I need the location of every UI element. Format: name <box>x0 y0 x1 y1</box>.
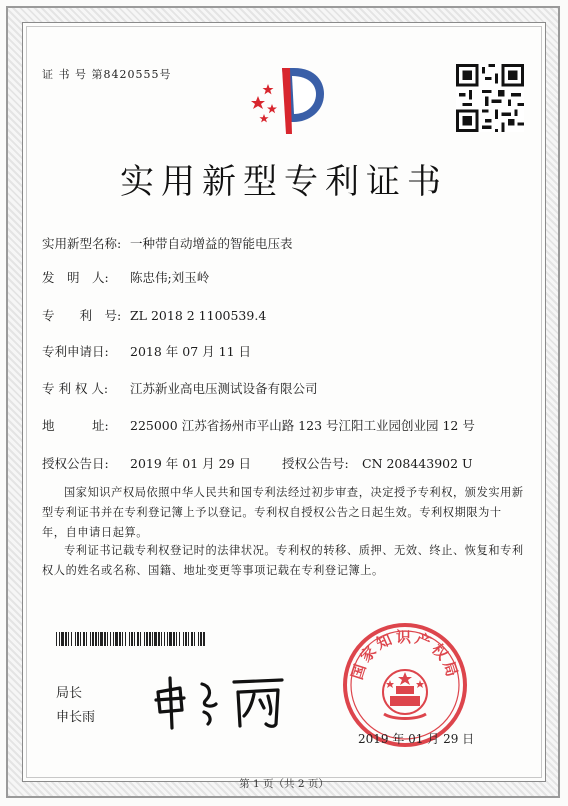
barcode-bar <box>161 632 162 646</box>
field-value: 2019 年 01 月 29 日 <box>130 456 251 471</box>
barcode-bar <box>77 632 79 646</box>
barcode-bar <box>59 632 60 646</box>
barcode-bar <box>183 632 184 646</box>
barcode-bar <box>167 632 168 646</box>
field-value: 2018 年 07 月 11 日 <box>130 344 251 359</box>
qr-code-icon <box>456 64 524 132</box>
field-label: 授权公告号: <box>282 456 349 471</box>
field-value: 一种带自动增益的智能电压表 <box>130 236 293 251</box>
barcode-bar <box>185 632 187 646</box>
field-label: 地 址: <box>42 418 109 433</box>
barcode-bar <box>104 632 106 646</box>
barcode-bar <box>164 632 165 646</box>
barcode-icon <box>56 632 206 646</box>
barcode-bar <box>113 632 114 646</box>
barcode-bar <box>83 632 85 646</box>
barcode-bar <box>173 632 175 646</box>
filing-date-row <box>42 342 251 360</box>
legal-status-paragraph: 专利证书记载专利权登记时的法律状况。专利权的转移、质押、无效、终止、恢复和专利权人的姓名或名称、国籍、地址变更等事项记载在专利登记簿上。 <box>42 544 524 577</box>
barcode-bar <box>92 632 94 646</box>
barcode-bar <box>188 632 189 646</box>
barcode-bar <box>115 632 118 646</box>
field-value: 陈忠伟;刘玉岭 <box>130 270 210 285</box>
field-label: 实用新型名称: <box>42 236 122 251</box>
barcode-bar <box>146 632 148 646</box>
barcode-bar <box>98 632 99 646</box>
grant-number-row <box>282 454 473 472</box>
inventor-row <box>42 268 209 286</box>
director-name: 申长雨 <box>56 710 96 725</box>
barcode-bar <box>80 632 81 646</box>
barcode-bar <box>191 632 193 646</box>
barcode-bar <box>158 632 160 646</box>
barcode-bar <box>110 632 111 646</box>
certificate-number: 证 书 号 第8420555号 <box>42 68 172 81</box>
barcode-bar <box>129 632 130 646</box>
barcode-bar <box>122 632 123 646</box>
barcode-bar <box>144 632 145 646</box>
barcode-bar <box>194 632 195 646</box>
address-row <box>42 416 475 434</box>
barcode-bar <box>131 632 133 646</box>
barcode-bar <box>125 632 126 646</box>
page-number: 第 1 页（共 2 页） <box>239 778 329 790</box>
director-title: 局长 <box>56 686 83 701</box>
field-label: 发 明 人: <box>42 270 109 285</box>
barcode-bar <box>203 632 205 646</box>
barcode-bar <box>154 632 157 646</box>
grant-date-row <box>42 454 251 472</box>
patentee-row <box>42 379 318 397</box>
field-label: 专利申请日: <box>42 344 109 359</box>
handwritten-signature-icon <box>150 664 290 734</box>
field-label: 专 利 号: <box>42 308 122 323</box>
field-value: CN 208443902 U <box>362 456 473 471</box>
barcode-bar <box>200 632 202 646</box>
barcode-bar <box>149 632 151 646</box>
field-value: 江苏新业高电压测试设备有限公司 <box>130 381 318 396</box>
barcode-bar <box>75 632 76 646</box>
barcode-bar <box>86 632 87 646</box>
barcode-bar <box>90 632 91 646</box>
barcode-bar <box>137 632 139 646</box>
cnipa-emblem-icon <box>236 60 332 140</box>
field-value: 225000 江苏省扬州市平山路 123 号江阳工业园创业园 12 号 <box>130 418 475 433</box>
grant-statement-paragraph: 国家知识产权局依照中华人民共和国专利法经过初步审查，决定授予专利权，颁发实用新型专利证书并在专利登记簿上予以登记。专利权自授权公告之日起生效。专利权期限为十年，自申请日起算。 <box>42 486 524 539</box>
barcode-bar <box>179 632 180 646</box>
barcode-bar <box>56 632 57 646</box>
barcode-bar <box>140 632 141 646</box>
utility-model-name-row <box>42 234 293 252</box>
barcode-bar <box>107 632 108 646</box>
certificate-title: 实用新型专利证书 <box>120 162 448 202</box>
barcode-bar <box>169 632 172 646</box>
patent-number-row <box>42 306 266 324</box>
seal-date: 2019 年 01 月 29 日 <box>358 732 475 746</box>
barcode-bar <box>119 632 121 646</box>
barcode-bar <box>100 632 103 646</box>
seal-text: 国家知识产权局 <box>347 628 463 682</box>
field-label: 授权公告日: <box>42 456 109 471</box>
barcode-bar <box>95 632 97 646</box>
barcode-bar <box>152 632 153 646</box>
barcode-bar <box>176 632 177 646</box>
barcode-bar <box>198 632 199 646</box>
barcode-bar <box>65 632 67 646</box>
barcode-bar <box>68 632 69 646</box>
field-value: ZL 2018 2 1100539.4 <box>130 308 267 323</box>
barcode-bar <box>61 632 64 646</box>
barcode-bar <box>134 632 135 646</box>
barcode-bar <box>71 632 72 646</box>
field-label: 专 利 权 人: <box>42 381 109 396</box>
